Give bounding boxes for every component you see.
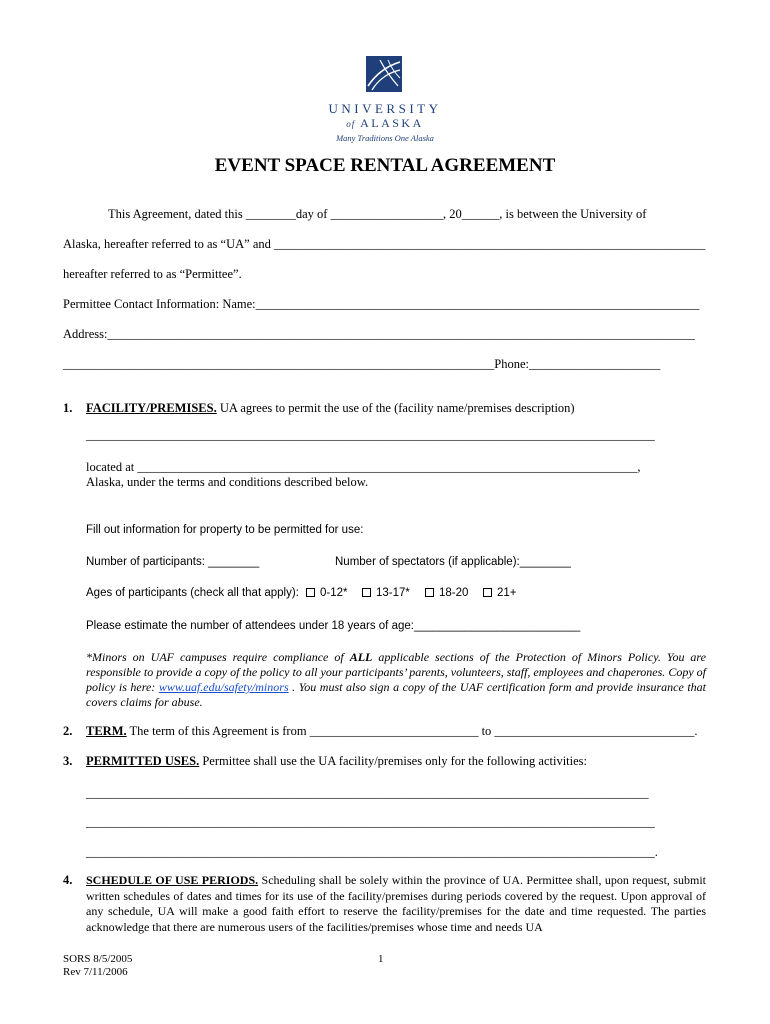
footer-revision-date: Rev 7/11/2006 — [63, 966, 128, 978]
checkbox-18-20[interactable] — [425, 588, 434, 597]
minors-text-2: applicable sections of the Protection of Minors Policy. You are responsible to provide a copy of the policy to all your participants’ parents, volunteers, staff, employees and chaperones. Copy of policy is here: — [86, 650, 706, 694]
section-4-paragraph — [86, 873, 706, 935]
age-option-label: 0-12* — [320, 587, 348, 599]
section-1-number: 1. — [63, 401, 73, 415]
minors-all: ALL — [349, 650, 373, 664]
alaska-terms-line: Alaska, under the terms and conditions described below. — [86, 475, 369, 489]
contact-name-line: Permittee Contact Information: Name:_______________________________________________________________________ — [63, 297, 700, 311]
section-3-heading: PERMITTED USES. — [86, 754, 200, 768]
section-1-heading: FACILITY/PREMISES. — [86, 401, 217, 415]
section-3-text: Permittee shall use the UA facility/premises only for the following activities: — [199, 754, 587, 768]
age-option-label: 21+ — [497, 587, 517, 599]
footer-sors-date: SORS 8/5/2005 — [63, 953, 133, 965]
address-line: Address:______________________________________________________________________________________________ — [63, 327, 695, 341]
logo-alaska — [326, 116, 444, 131]
university-logo — [366, 56, 402, 92]
section-1-text: UA agrees to permit the use of the (facility name/premises description) — [216, 401, 575, 415]
age-option-18-20[interactable] — [425, 587, 468, 599]
checkbox-21-plus[interactable] — [483, 588, 492, 597]
section-4-heading: SCHEDULE OF USE PERIODS. — [86, 873, 259, 887]
logo-alaska-word: ALASKA — [360, 116, 424, 130]
section-2-text: The term of this Agreement is from ___________________________ to ________________________________. — [126, 724, 698, 738]
section-4-text: Scheduling shall be solely within the province of UA. Permittee shall, upon request, submit written schedules of dates and times for its use of the facility/premises during periods covered by the request. Upon approval of any schedule, UA will make a good faith effort to reserve the facility/premises for the date and time requested. The parties acknowledge that there are numerous users of the facilities/premises whose time and needs UA — [86, 873, 706, 934]
age-option-13-17[interactable] — [362, 587, 410, 599]
minors-policy-link[interactable]: www.uaf.edu/safety/minors — [158, 680, 289, 694]
permitted-uses-blank-1: __________________________________________________________________________________________ — [86, 786, 649, 800]
attendees-under-18-field: Please estimate the number of attendees under 18 years of age:__________________________ — [86, 620, 581, 632]
minors-text-1: *Minors on UAF campuses require compliance of — [86, 650, 350, 664]
facility-description-line: ___________________________________________________________________________________________ — [86, 428, 655, 442]
section-4-number: 4. — [63, 873, 73, 887]
age-option-label: 13-17* — [376, 587, 410, 599]
section-3-line — [86, 754, 587, 769]
ages-label: Ages of participants (check all that apply): — [86, 587, 299, 599]
section-2-heading: TERM. — [86, 724, 127, 738]
section-2-line — [86, 724, 698, 739]
age-option-label: 18-20 — [439, 587, 469, 599]
fill-out-instructions: Fill out information for property to be permitted for use: — [86, 524, 364, 536]
intro-line-1: This Agreement, dated this ________day of __________________, 20______, is between the University of — [108, 207, 647, 221]
logo-university: UNIVERSITY — [328, 101, 442, 116]
age-option-21-plus[interactable] — [483, 587, 517, 599]
phone-line: _____________________________________________________________________Phone:_____________________ — [63, 357, 661, 371]
checkbox-0-12[interactable] — [306, 588, 315, 597]
spectators-field: Number of spectators (if applicable):________ — [335, 556, 571, 568]
minors-policy-paragraph — [86, 650, 706, 710]
located-at-line: located at ________________________________________________________________________________, — [86, 460, 641, 474]
section-2-number: 2. — [63, 724, 73, 738]
page-number: 1 — [378, 953, 384, 965]
page-title: EVENT SPACE RENTAL AGREEMENT — [214, 155, 556, 176]
intro-line-3: hereafter referred to as “Permittee”. — [63, 267, 242, 281]
age-option-0-12[interactable] — [306, 587, 348, 599]
minors-text-3: . You must also sign a copy of the UAF certification form and provide insurance that covers claims for abuse. — [86, 680, 707, 709]
logo-swoosh-icon — [366, 56, 402, 92]
participants-field: Number of participants: ________ — [86, 556, 260, 568]
logo-of: of — [346, 119, 356, 129]
checkbox-13-17[interactable] — [362, 588, 371, 597]
section-1-heading-line — [86, 401, 575, 416]
section-3-number: 3. — [63, 754, 73, 768]
permitted-uses-blank-3: ___________________________________________________________________________________________. — [86, 845, 658, 859]
intro-line-2: Alaska, hereafter referred to as “UA” and _____________________________________________________________________ — [63, 237, 706, 251]
permitted-uses-blank-2: ___________________________________________________________________________________________ — [86, 815, 655, 829]
logo-tagline: Many Traditions One Alaska — [336, 133, 434, 143]
